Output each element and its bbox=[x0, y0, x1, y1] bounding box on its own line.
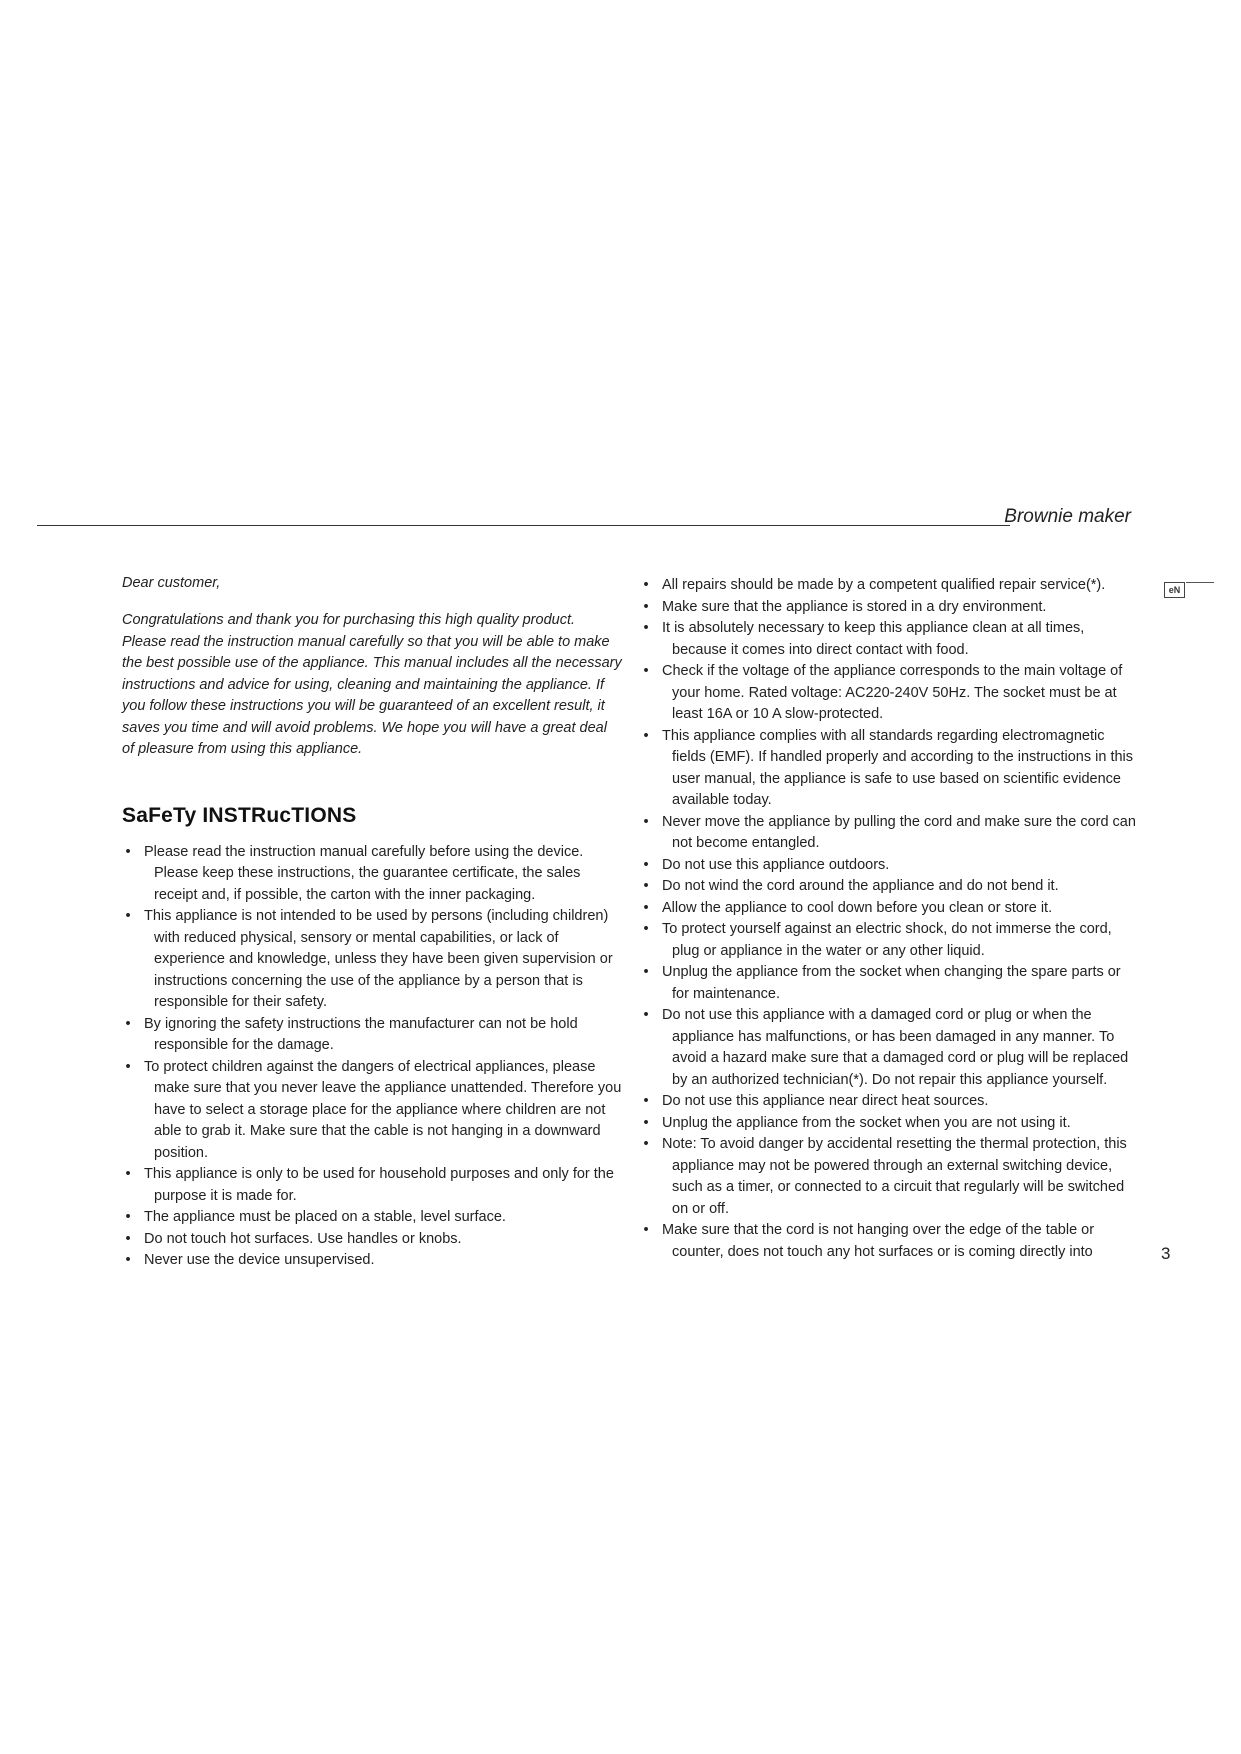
list-item-text: It is absolutely necessary to keep this appliance clean at all times, because it comes into direct contact with food. bbox=[662, 620, 1085, 658]
left-column bbox=[122, 575, 622, 1272]
list-item bbox=[640, 962, 1140, 1005]
list-item bbox=[122, 1014, 622, 1057]
page-number: 3 bbox=[1161, 1244, 1171, 1263]
bullet-icon: • bbox=[643, 663, 649, 679]
list-item bbox=[640, 855, 1140, 877]
bullet-icon: • bbox=[125, 843, 131, 860]
bullet-icon: • bbox=[643, 878, 649, 894]
list-item bbox=[122, 1207, 622, 1229]
list-item-text: To protect children against the dangers of electrical appliances, please make sure that you never leave the appliance unattended. Therefore you have to select a storage place for the appliance where children are not able to grab it. Make sure that the cable is not hanging in a downward position. bbox=[144, 1058, 622, 1161]
list-item-text: Do not use this appliance near direct heat sources. bbox=[662, 1093, 989, 1109]
list-item-text: By ignoring the safety instructions the manufacturer can not be hold responsible for the damage. bbox=[144, 1015, 578, 1053]
language-badge: eN bbox=[1164, 582, 1185, 598]
list-item-text: Make sure that the appliance is stored in a dry environment. bbox=[662, 598, 1047, 615]
bullet-icon: • bbox=[125, 1230, 131, 1247]
list-item bbox=[122, 906, 622, 1014]
bullet-icon: • bbox=[643, 598, 649, 615]
header-rule bbox=[37, 525, 1010, 526]
bullet-icon: • bbox=[643, 620, 649, 636]
list-item bbox=[640, 1134, 1140, 1220]
list-item-text: Do not wind the cord around the appliance and do not bend it. bbox=[662, 878, 1059, 894]
list-item-text: Note: To avoid danger by accidental resetting the thermal protection, this appliance may not be powered through an external switching device, such as a timer, or connected to a circuit that regularly will be switched on or off. bbox=[662, 1136, 1127, 1217]
language-badge-rule bbox=[1186, 582, 1214, 583]
list-item bbox=[122, 1250, 622, 1272]
list-item bbox=[640, 1091, 1140, 1113]
bullet-icon: • bbox=[643, 1007, 649, 1023]
list-item-text: This appliance is not intended to be used by persons (including children) with reduced physical, sensory or mental capabilities, or lack of experience and knowledge, unless they have been given supervision or instructions concerning the use of the appliance by a person that is responsible for their safety. bbox=[144, 908, 613, 1010]
list-item bbox=[640, 919, 1140, 962]
list-item-text: Never move the appliance by pulling the cord and make sure the cord can not become entangled. bbox=[662, 813, 1136, 851]
bullet-icon: • bbox=[643, 1114, 649, 1131]
list-item bbox=[122, 1057, 622, 1165]
list-item bbox=[122, 1229, 622, 1251]
list-item bbox=[640, 876, 1140, 898]
list-item-text: All repairs should be made by a competent qualified repair service(*). bbox=[662, 577, 1106, 593]
list-item bbox=[122, 842, 622, 907]
bullet-icon: • bbox=[125, 908, 131, 924]
section-title: SaFeTy INSTRucTIONS bbox=[122, 803, 357, 827]
bullet-icon: • bbox=[643, 1093, 649, 1109]
list-item bbox=[640, 1113, 1140, 1135]
list-item-text: Unplug the appliance from the socket when you are not using it. bbox=[662, 1114, 1071, 1131]
list-item bbox=[122, 1164, 622, 1207]
list-item bbox=[640, 661, 1140, 726]
bullet-icon: • bbox=[125, 1252, 131, 1268]
bullet-icon: • bbox=[643, 1136, 649, 1152]
right-column bbox=[640, 575, 1140, 1263]
list-item bbox=[640, 812, 1140, 855]
list-item-text: Make sure that the cord is not hanging over the edge of the table or counter, does not touch any hot surfaces or is coming directly into bbox=[662, 1222, 1095, 1260]
list-item-text: Do not touch hot surfaces. Use handles or knobs. bbox=[144, 1230, 462, 1247]
bullet-icon: • bbox=[643, 964, 649, 980]
list-item-text: This appliance complies with all standards regarding electromagnetic fields (EMF). If handled properly and according to the instructions in this user manual, the appliance is safe to use based on scientific evidence available today. bbox=[662, 727, 1134, 808]
bullet-icon: • bbox=[125, 1058, 131, 1075]
list-item-text: Check if the voltage of the appliance corresponds to the main voltage of your home. Rated voltage: AC220-240V 50Hz. The socket must be at least 16A or 10 A slow-protected. bbox=[662, 663, 1123, 722]
safety-list-left bbox=[122, 842, 622, 1272]
bullet-icon: • bbox=[125, 1166, 131, 1182]
intro-paragraph: Congratulations and thank you for purchasing this high quality product. Please read the instruction manual carefully so that you will be able to make the best possible use of the appliance. This manual includes all the necessary instructions and advice for using, cleaning and maintaining the appliance. If you follow these instructions you will be guaranteed of an excellent result, it saves you time and will avoid problems. We hope you will have a great deal of pleasure from using this appliance. bbox=[122, 612, 622, 757]
list-item bbox=[640, 898, 1140, 920]
bullet-icon: • bbox=[643, 813, 649, 830]
list-item bbox=[640, 575, 1140, 597]
safety-list-right bbox=[640, 575, 1140, 1263]
list-item-text: Never use the device unsupervised. bbox=[144, 1252, 375, 1268]
list-item-text: The appliance must be placed on a stable, level surface. bbox=[144, 1209, 506, 1225]
list-item-text: Please read the instruction manual carefully before using the device. Please keep these instructions, the guarantee certificate, the sales receipt and, if possible, the carton with the inner packaging. bbox=[144, 843, 584, 903]
list-item-text: To protect yourself against an electric shock, do not immerse the cord, plug or appliance in the water or any other liquid. bbox=[662, 921, 1112, 959]
bullet-icon: • bbox=[125, 1015, 131, 1032]
greeting: Dear customer, bbox=[122, 575, 221, 591]
bullet-icon: • bbox=[643, 856, 649, 873]
bullet-icon: • bbox=[643, 899, 649, 916]
list-item bbox=[640, 1220, 1140, 1263]
list-item-text: This appliance is only to be used for household purposes and only for the purpose it is made for. bbox=[144, 1166, 614, 1204]
list-item-text: Unplug the appliance from the socket when changing the spare parts or for maintenance. bbox=[662, 964, 1121, 1002]
list-item-text: Do not use this appliance outdoors. bbox=[662, 856, 890, 873]
bullet-icon: • bbox=[643, 921, 649, 937]
list-item bbox=[640, 597, 1140, 619]
bullet-icon: • bbox=[125, 1209, 131, 1225]
bullet-icon: • bbox=[643, 577, 649, 593]
bullet-icon: • bbox=[643, 727, 649, 744]
list-item-text: Allow the appliance to cool down before you clean or store it. bbox=[662, 899, 1053, 916]
list-item bbox=[640, 726, 1140, 812]
bullet-icon: • bbox=[643, 1222, 649, 1238]
list-item bbox=[640, 618, 1140, 661]
document-title: Brownie maker bbox=[1004, 506, 1131, 527]
list-item-text: Do not use this appliance with a damaged cord or plug or when the appliance has malfunctions, or has been damaged in any manner. To avoid a hazard make sure that a damaged cord or plug will be replaced by an authorized technician(*). Do not repair this appliance yourself. bbox=[662, 1007, 1129, 1088]
list-item bbox=[640, 1005, 1140, 1091]
